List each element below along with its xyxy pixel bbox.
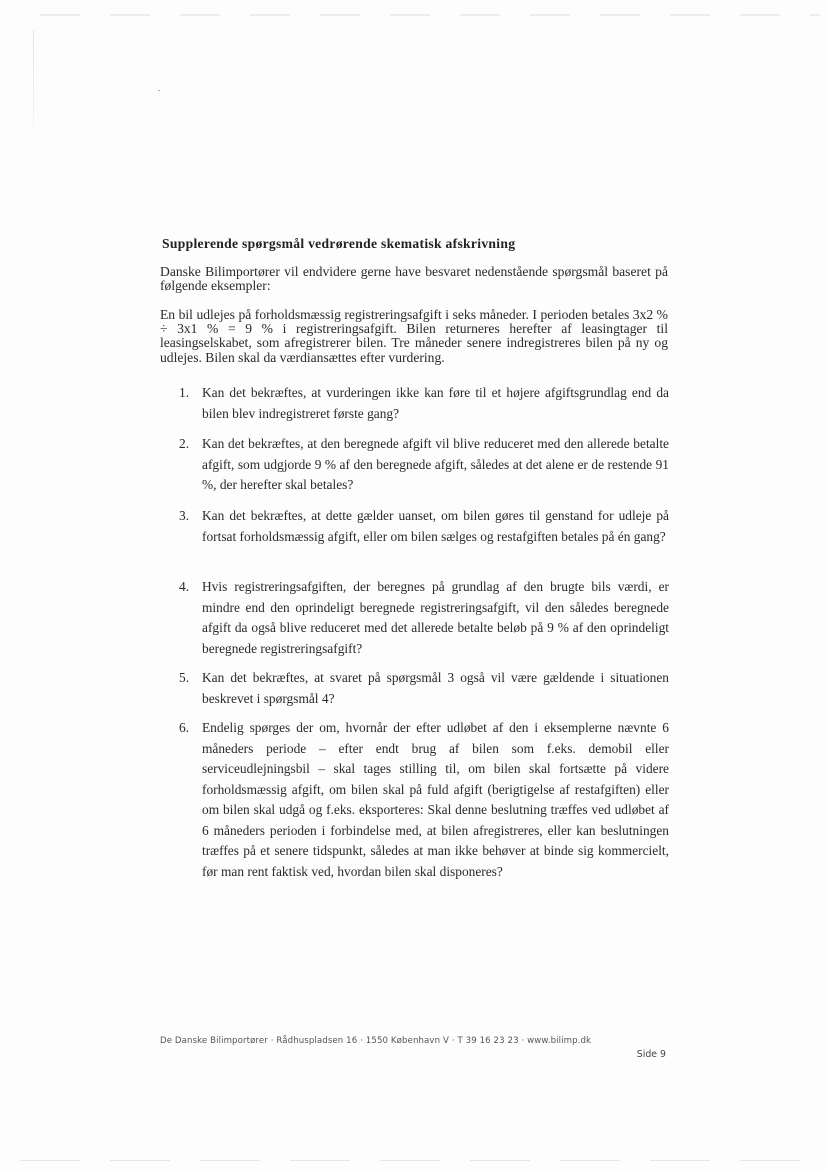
section-heading: Supplerende spørgsmål vedrørende skematisk afskrivning: [162, 236, 516, 251]
question-number: 1.: [179, 385, 190, 400]
example-paragraph: En bil udlejes på forholdsmæssig registreringsafgift i seks måneder. I perioden betales 3x2 % ÷ 3x1 % = 9 % i registreringsafgift. Bilen returneres herefter af leasingtager til leasingselskabet, som afregistrerer bilen. Tre måneder senere indregistreres bilen på ny og udlejes. Bilen skal da værdiansættes efter vurdering.: [160, 307, 668, 365]
question-item: [179, 383, 669, 424]
page-footer: [160, 1036, 666, 1060]
page-number: Side 9: [636, 1049, 666, 1060]
question-number: 6.: [179, 720, 190, 735]
scan-artifact-dot: [158, 90, 160, 91]
question-item: [179, 434, 669, 496]
question-text: Hvis registreringsafgiften, der beregnes på grundlag af den brugte bils værdi, er mindre end den oprindeligt beregnede registreringsafgift, vil den således beregnede afgift da også blive reduceret med det allerede betalte beløb på 9 % af den oprindeligt beregnede registreringsafgift?: [202, 579, 669, 656]
question-text: Kan det bekræftes, at vurderingen ikke kan føre til et højere afgiftsgrundlag end da bilen blev indregistreret første gang?: [202, 385, 669, 421]
scan-artifact-bottom: [20, 1160, 810, 1161]
question-item: [179, 506, 669, 547]
question-number: 2.: [179, 436, 190, 451]
question-text: Kan det bekræftes, at den beregnede afgift vil blive reduceret med den allerede betalte afgift, som udgjorde 9 % af den beregnede afgift, således at det alene er de restende 91 %, der herefter skal betales?: [202, 436, 669, 492]
question-text: Kan det bekræftes, at dette gælder uanset, om bilen gøres til genstand for udleje på fortsat forholdsmæssig afgift, eller om bilen sælges og restafgiften betales på én gang?: [202, 508, 669, 544]
question-text: Endelig spørges der om, hvornår der efter udløbet af den i eksemplerne nævnte 6 måneders periode – efter endt brug af bilen som f.eks. demobil eller serviceudlejningsbil – skal tages stilling til, om bilen skal fortsætte på videre forholdsmæssig afgift, om bilen skal på fuld afgift (berigtigelse af restafgiften) eller om bilen skal udgå og f.eks. eksporteres: Skal denne beslutning træffes ved udløbet af 6 måneders perioden i forbindelse med, at bilen afregistreres, eller kan beslutningen træffes på et senere tidspunkt, således at man ikke behøver at binde sig kommercielt, før man rent faktisk ved, hvordan bilen skal disponeres?: [202, 720, 669, 879]
question-item: [179, 577, 669, 659]
question-item: [179, 668, 669, 709]
scan-artifact-left: [33, 30, 34, 130]
scan-artifact-top: [40, 14, 820, 16]
question-number: 5.: [179, 670, 190, 685]
question-text: Kan det bekræftes, at svaret på spørgsmål 3 også vil være gældende i situationen beskrevet i spørgsmål 4?: [202, 670, 669, 706]
question-number: 3.: [179, 508, 190, 523]
question-item: [179, 718, 669, 882]
question-number: 4.: [179, 579, 190, 594]
footer-address: De Danske Bilimportører · Rådhuspladsen 16 · 1550 København V · T 39 16 23 23 · www.bilimp.dk: [160, 1036, 592, 1046]
intro-paragraph: Danske Bilimportører vil endvidere gerne have besvaret nedenstående spørgsmål baseret på følgende eksempler:: [160, 264, 668, 294]
